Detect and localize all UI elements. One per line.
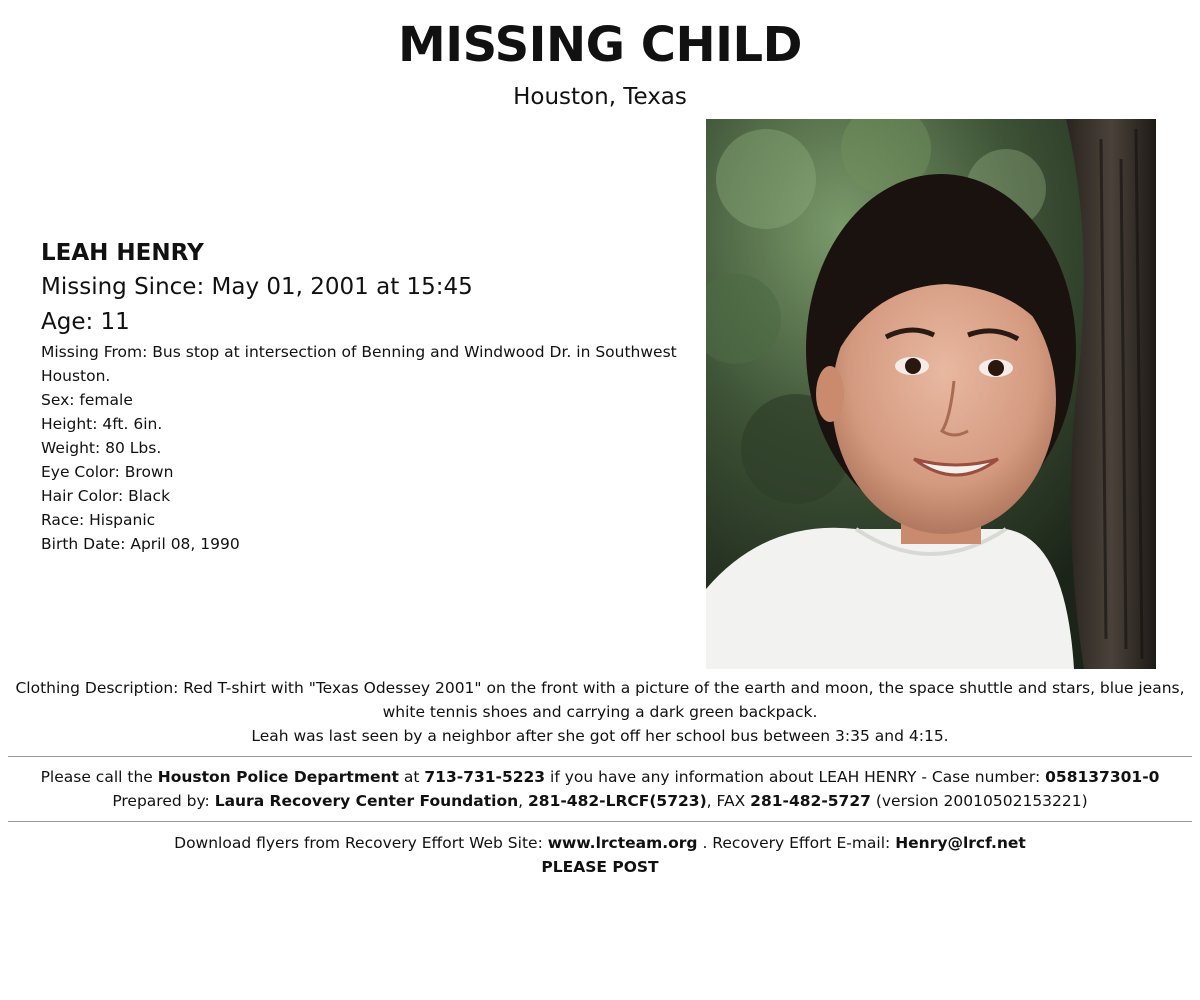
please-post-text: PLEASE POST [541, 858, 659, 876]
page-title: MISSING CHILD [398, 17, 802, 73]
police-agency: Houston Police Department [157, 768, 399, 786]
child-photo [706, 119, 1156, 669]
child-height: Height: 4ft. 6in. [41, 415, 163, 433]
case-number: 058137301-0 [1045, 768, 1160, 786]
child-name: LEAH HENRY [41, 240, 204, 266]
child-age: Age: 11 [41, 309, 130, 335]
download-section [0, 831, 1200, 879]
child-eye-color: Eye Color: Brown [41, 463, 174, 481]
child-weight: Weight: 80 Lbs. [41, 439, 162, 457]
prepared-by-line [0, 789, 1200, 813]
foundation-name: Laura Recovery Center Foundation [214, 792, 519, 810]
recovery-website-link[interactable]: www.lrcteam.org [547, 834, 698, 852]
clothing-section [12, 676, 1188, 748]
call-prefix-text: Please call the [40, 768, 158, 786]
please-post [0, 855, 1200, 879]
divider [8, 756, 1192, 757]
child-hair-color: Hair Color: Black [41, 487, 171, 505]
email-prefix-text: . Recovery Effort E-mail: [697, 834, 896, 852]
separator-text: , [518, 792, 528, 810]
fax-number: 281-482-5727 [750, 792, 871, 810]
foundation-phone: 281-482-LRCF(5723) [528, 792, 707, 810]
police-contact-line [0, 765, 1200, 789]
recovery-email-link[interactable]: Henry@lrcf.net [895, 834, 1026, 852]
missing-since: Missing Since: May 01, 2001 at 15:45 [41, 274, 473, 300]
at-text: at [398, 768, 425, 786]
location-subtitle: Houston, Texas [513, 84, 687, 110]
divider [8, 821, 1192, 822]
child-sex: Sex: female [41, 391, 133, 409]
child-race: Race: Hispanic [41, 511, 156, 529]
last-seen-note: Leah was last seen by a neighbor after she got off her school bus between 3:35 and 4:15. [251, 727, 949, 745]
fax-prefix-text: , FAX [706, 792, 751, 810]
child-birth-date: Birth Date: April 08, 1990 [41, 535, 240, 553]
contact-section [0, 765, 1200, 813]
police-phone: 713-731-5223 [424, 768, 546, 786]
prepared-prefix-text: Prepared by: [112, 792, 215, 810]
clothing-description: Clothing Description: Red T-shirt with "Texas Odessey 2001" on the front with a picture of the earth and moon, the space shuttle and stars, blue jeans, white tennis shoes and carrying a dark green backpack. [15, 679, 1185, 721]
info-text: if you have any information about LEAH HENRY - Case number: [545, 768, 1046, 786]
download-line [0, 831, 1200, 855]
download-prefix-text: Download flyers from Recovery Effort Web Site: [174, 834, 548, 852]
missing-from: Missing From: Bus stop at intersection of Benning and Windwood Dr. in Southwest Houston. [41, 343, 677, 385]
child-details [41, 236, 681, 556]
version-text: (version 20010502153221) [870, 792, 1088, 810]
